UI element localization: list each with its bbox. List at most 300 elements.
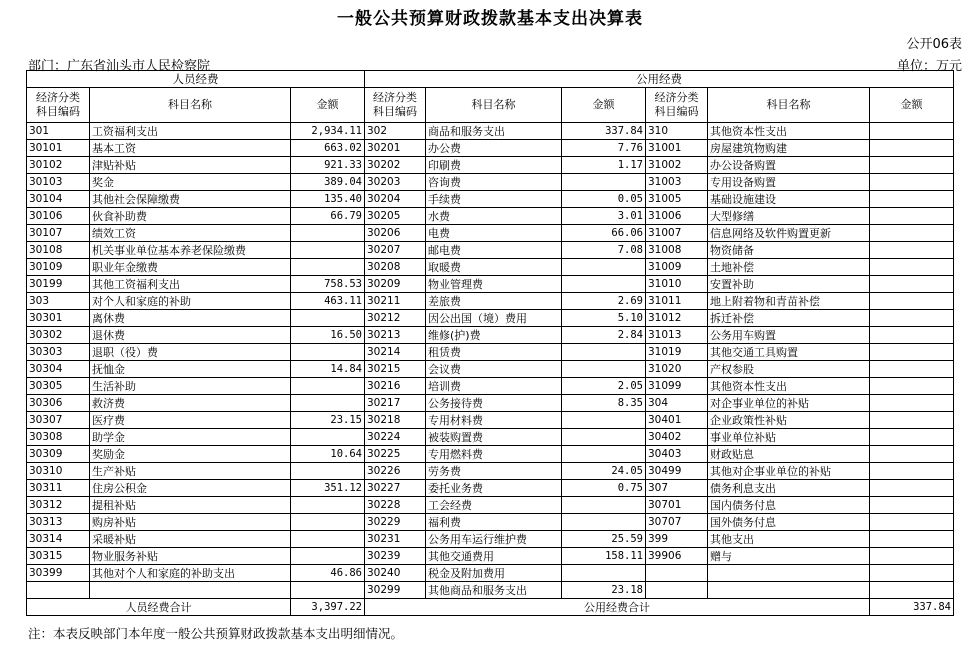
table-row [27,225,954,242]
item-code-cell: 30203 [365,174,426,191]
item-code-cell: 30231 [365,531,426,548]
item-name-cell: 咨询费 [426,174,562,191]
item-name-cell: 退职（役）费 [90,344,291,361]
table-row [27,361,954,378]
item-name-cell: 委托业务费 [426,480,562,497]
group-personnel: 人员经费 [27,71,365,88]
item-name-cell: 产权参股 [708,361,870,378]
amount-cell: 389.04 [291,174,365,191]
item-code-cell: 31006 [646,208,708,225]
item-name-cell: 国外债务付息 [708,514,870,531]
table-row [27,446,954,463]
amount-cell: 16.50 [291,327,365,344]
item-code-cell: 31005 [646,191,708,208]
item-name-cell: 其他支出 [708,531,870,548]
amount-cell: 663.02 [291,140,365,157]
amount-cell [291,310,365,327]
amount-cell: 23.15 [291,412,365,429]
table-row [27,412,954,429]
amount-cell: 24.05 [562,463,646,480]
item-code-cell: 30227 [365,480,426,497]
item-name-cell: 工会经费 [426,497,562,514]
amount-cell [870,327,954,344]
item-name-cell: 专用材料费 [426,412,562,429]
amount-cell [870,191,954,208]
amount-cell [870,242,954,259]
item-name-cell: 对个人和家庭的补助 [90,293,291,310]
item-name-cell: 邮电费 [426,242,562,259]
item-name-cell: 福利费 [426,514,562,531]
personnel-total-label: 人员经费合计 [27,599,291,616]
item-name-cell: 对企事业单位的补贴 [708,395,870,412]
amount-cell: 2,934.11 [291,123,365,140]
item-code-cell: 30309 [27,446,90,463]
amount-cell [870,344,954,361]
table-row [27,140,954,157]
item-code-cell: 31001 [646,140,708,157]
amount-cell: 23.18 [562,582,646,599]
table-row [27,548,954,565]
amount-cell [562,412,646,429]
item-name-cell: 公务用车购置 [708,327,870,344]
item-name-cell: 救济费 [90,395,291,412]
item-code-cell [646,582,708,599]
item-code-cell: 307 [646,480,708,497]
item-name-cell: 水费 [426,208,562,225]
amount-cell: 10.64 [291,446,365,463]
item-code-cell: 30403 [646,446,708,463]
item-code-cell: 30205 [365,208,426,225]
item-name-cell: 购房补贴 [90,514,291,531]
item-name-cell: 采暖补贴 [90,531,291,548]
item-code-cell: 30310 [27,463,90,480]
item-code-cell: 30218 [365,412,426,429]
item-code-cell: 303 [27,293,90,310]
item-code-cell: 30707 [646,514,708,531]
amount-cell [291,225,365,242]
department-label: 部门：广东省汕头市人民检察院 [28,59,211,74]
item-name-cell: 事业单位补贴 [708,429,870,446]
item-name-cell: 手续费 [426,191,562,208]
item-code-cell [27,582,90,599]
item-code-cell: 30109 [27,259,90,276]
item-code-cell: 30206 [365,225,426,242]
table-row [27,514,954,531]
item-code-cell: 31009 [646,259,708,276]
table-row [27,310,954,327]
item-code-cell: 30201 [365,140,426,157]
item-code-cell: 31012 [646,310,708,327]
item-code-cell: 30302 [27,327,90,344]
amount-cell [870,310,954,327]
amount-cell: 2.69 [562,293,646,310]
item-name-cell: 住房公积金 [90,480,291,497]
item-name-cell: 印刷费 [426,157,562,174]
item-code-cell: 31019 [646,344,708,361]
amount-cell [870,446,954,463]
item-name-cell: 培训费 [426,378,562,395]
amount-cell: 337.84 [562,123,646,140]
item-code-cell: 30208 [365,259,426,276]
item-name-cell: 信息网络及软件购置更新 [708,225,870,242]
item-code-cell: 30209 [365,276,426,293]
amount-cell [562,276,646,293]
item-code-cell: 304 [646,395,708,412]
amount-cell: 5.10 [562,310,646,327]
item-name-cell: 奖励金 [90,446,291,463]
column-header-row [27,88,954,123]
footnote: 注：本表反映部门本年度一般公共预算财政拨款基本支出明细情况。 [28,626,404,641]
item-name-cell: 租赁费 [426,344,562,361]
table-row [27,242,954,259]
amount-cell: 8.35 [562,395,646,412]
item-name-cell: 其他工资福利支出 [90,276,291,293]
unit-label: 单位：万元 [896,59,962,74]
total-row [27,599,954,616]
item-name-cell: 其他商品和服务支出 [426,582,562,599]
amount-cell [291,582,365,599]
item-name-cell: 专用燃料费 [426,446,562,463]
item-code-cell: 30308 [27,429,90,446]
amount-cell: 46.86 [291,565,365,582]
item-name-cell: 因公出国（境）费用 [426,310,562,327]
amount-cell [291,344,365,361]
header-name: 科目名称 [90,88,291,123]
item-name-cell: 职业年金缴费 [90,259,291,276]
amount-cell [562,174,646,191]
table-row [27,480,954,497]
item-code-cell: 31003 [646,174,708,191]
item-code-cell: 31002 [646,157,708,174]
amount-cell [291,531,365,548]
amount-cell [291,259,365,276]
item-name-cell: 基础设施建设 [708,191,870,208]
amount-cell: 0.75 [562,480,646,497]
personnel-total-value: 3,397.22 [291,599,365,616]
item-code-cell: 30312 [27,497,90,514]
amount-cell: 7.08 [562,242,646,259]
amount-cell [870,123,954,140]
amount-cell: 25.59 [562,531,646,548]
table-row [27,259,954,276]
item-code-cell [646,565,708,582]
amount-cell [562,514,646,531]
item-code-cell: 31008 [646,242,708,259]
item-name-cell: 拆迁补偿 [708,310,870,327]
item-code-cell: 30299 [365,582,426,599]
amount-cell [291,378,365,395]
item-code-cell: 30207 [365,242,426,259]
item-code-cell: 30107 [27,225,90,242]
header-name: 科目名称 [708,88,870,123]
item-code-cell: 30104 [27,191,90,208]
item-code-cell: 30199 [27,276,90,293]
item-name-cell: 财政贴息 [708,446,870,463]
amount-cell [870,412,954,429]
amount-cell [870,276,954,293]
table-row [27,293,954,310]
item-name-cell: 医疗费 [90,412,291,429]
amount-cell [870,395,954,412]
item-code-cell: 30228 [365,497,426,514]
item-code-cell: 31020 [646,361,708,378]
item-name-cell: 劳务费 [426,463,562,480]
table-row [27,378,954,395]
amount-cell: 2.84 [562,327,646,344]
item-name-cell: 赠与 [708,548,870,565]
amount-cell [291,548,365,565]
item-code-cell: 302 [365,123,426,140]
amount-cell: 7.76 [562,140,646,157]
item-code-cell: 30213 [365,327,426,344]
item-name-cell: 维修(护)费 [426,327,562,344]
amount-cell [870,582,954,599]
group-public: 公用经费 [365,71,954,88]
header-code: 经济分类 科目编码 [646,88,708,123]
item-name-cell: 专用设备购置 [708,174,870,191]
item-name-cell: 公务接待费 [426,395,562,412]
amount-cell [870,548,954,565]
item-code-cell: 30204 [365,191,426,208]
item-name-cell: 其他对企事业单位的补贴 [708,463,870,480]
item-name-cell: 其他资本性支出 [708,378,870,395]
amount-cell: 66.79 [291,208,365,225]
table-row [27,395,954,412]
item-name-cell: 提租补贴 [90,497,291,514]
item-name-cell: 其他交通工具购置 [708,344,870,361]
table-row [27,157,954,174]
item-code-cell: 30306 [27,395,90,412]
item-name-cell: 奖金 [90,174,291,191]
item-code-cell: 30402 [646,429,708,446]
amount-cell [562,446,646,463]
item-code-cell: 310 [646,123,708,140]
public-total-value: 337.84 [870,599,954,616]
item-code-cell: 30701 [646,497,708,514]
header-amount: 金额 [291,88,365,123]
item-name-cell: 被装购置费 [426,429,562,446]
item-name-cell [708,582,870,599]
item-code-cell: 30305 [27,378,90,395]
table-row [27,497,954,514]
item-name-cell: 安置补助 [708,276,870,293]
amount-cell [870,463,954,480]
table-row [27,191,954,208]
item-code-cell: 30225 [365,446,426,463]
item-code-cell: 30108 [27,242,90,259]
item-code-cell: 30211 [365,293,426,310]
item-code-cell: 30202 [365,157,426,174]
amount-cell [870,480,954,497]
item-name-cell: 基本工资 [90,140,291,157]
item-name-cell: 离休费 [90,310,291,327]
amount-cell [870,225,954,242]
item-code-cell: 30229 [365,514,426,531]
amount-cell [870,293,954,310]
amount-cell: 1.17 [562,157,646,174]
amount-cell [291,429,365,446]
item-code-cell: 30102 [27,157,90,174]
amount-cell: 14.84 [291,361,365,378]
table-row [27,429,954,446]
amount-cell [870,497,954,514]
table-row [27,276,954,293]
item-code-cell: 31011 [646,293,708,310]
amount-cell [870,565,954,582]
group-header-row [27,71,954,88]
amount-cell: 158.11 [562,548,646,565]
item-name-cell: 公务用车运行维护费 [426,531,562,548]
item-name-cell: 取暖费 [426,259,562,276]
amount-cell: 3.01 [562,208,646,225]
item-code-cell: 30215 [365,361,426,378]
item-code-cell: 30301 [27,310,90,327]
item-code-cell: 399 [646,531,708,548]
table-row [27,582,954,599]
amount-cell [870,531,954,548]
item-name-cell: 生活补助 [90,378,291,395]
amount-cell: 66.06 [562,225,646,242]
item-name-cell: 抚恤金 [90,361,291,378]
header-code: 经济分类 科目编码 [27,88,90,123]
item-name-cell: 机关事业单位基本养老保险缴费 [90,242,291,259]
amount-cell [870,429,954,446]
item-code-cell: 30313 [27,514,90,531]
item-name-cell: 房屋建筑物购建 [708,140,870,157]
item-name-cell: 企业政策性补贴 [708,412,870,429]
item-name-cell: 大型修缮 [708,208,870,225]
item-name-cell: 商品和服务支出 [426,123,562,140]
item-name-cell: 债务利息支出 [708,480,870,497]
item-name-cell: 办公设备购置 [708,157,870,174]
item-name-cell: 绩效工资 [90,225,291,242]
item-name-cell: 地上附着物和青苗补偿 [708,293,870,310]
table-row [27,327,954,344]
item-code-cell: 30216 [365,378,426,395]
item-name-cell: 会议费 [426,361,562,378]
expenditure-table [26,70,954,616]
item-code-cell: 30401 [646,412,708,429]
item-code-cell: 30103 [27,174,90,191]
amount-cell [562,497,646,514]
amount-cell [291,395,365,412]
item-code-cell: 301 [27,123,90,140]
item-code-cell: 30214 [365,344,426,361]
amount-cell: 463.11 [291,293,365,310]
item-code-cell: 30303 [27,344,90,361]
amount-cell [870,174,954,191]
item-code-cell: 30212 [365,310,426,327]
table-row [27,344,954,361]
amount-cell: 351.12 [291,480,365,497]
amount-cell: 2.05 [562,378,646,395]
item-code-cell: 30499 [646,463,708,480]
amount-cell: 135.40 [291,191,365,208]
item-code-cell: 30239 [365,548,426,565]
item-name-cell: 物资储备 [708,242,870,259]
form-number: 公开06表 [906,37,962,52]
amount-cell [291,242,365,259]
amount-cell: 758.53 [291,276,365,293]
item-code-cell: 30307 [27,412,90,429]
item-name-cell: 退休费 [90,327,291,344]
table-row [27,531,954,548]
item-name-cell: 税金及附加费用 [426,565,562,582]
amount-cell [870,361,954,378]
header-amount: 金额 [870,88,954,123]
item-name-cell: 伙食补助费 [90,208,291,225]
amount-cell [562,259,646,276]
item-code-cell: 39906 [646,548,708,565]
item-name-cell: 物业管理费 [426,276,562,293]
item-code-cell: 30314 [27,531,90,548]
amount-cell [291,514,365,531]
item-name-cell: 国内债务付息 [708,497,870,514]
item-name-cell: 其他社会保障缴费 [90,191,291,208]
amount-cell [870,208,954,225]
amount-cell: 0.05 [562,191,646,208]
item-code-cell: 31013 [646,327,708,344]
item-name-cell: 其他对个人和家庭的补助支出 [90,565,291,582]
table-row [27,565,954,582]
item-code-cell: 30315 [27,548,90,565]
item-name-cell: 其他资本性支出 [708,123,870,140]
amount-cell [562,361,646,378]
item-name-cell: 生产补贴 [90,463,291,480]
item-code-cell: 30224 [365,429,426,446]
amount-cell [291,497,365,514]
item-code-cell: 30226 [365,463,426,480]
table-row [27,208,954,225]
amount-cell [870,514,954,531]
item-code-cell: 30240 [365,565,426,582]
report-title: 一般公共预算财政拨款基本支出决算表 [337,9,643,29]
header-amount: 金额 [562,88,646,123]
item-name-cell: 其他交通费用 [426,548,562,565]
item-name-cell: 助学金 [90,429,291,446]
amount-cell [291,463,365,480]
item-code-cell: 31007 [646,225,708,242]
item-name-cell: 差旅费 [426,293,562,310]
item-name-cell: 工资福利支出 [90,123,291,140]
item-name-cell: 津贴补贴 [90,157,291,174]
amount-cell [562,429,646,446]
header-code: 经济分类 科目编码 [365,88,426,123]
item-name-cell: 电费 [426,225,562,242]
amount-cell [562,344,646,361]
item-name-cell [90,582,291,599]
item-code-cell: 31099 [646,378,708,395]
amount-cell [870,378,954,395]
item-code-cell: 31010 [646,276,708,293]
table-row [27,463,954,480]
item-name-cell: 办公费 [426,140,562,157]
item-code-cell: 30101 [27,140,90,157]
item-code-cell: 30311 [27,480,90,497]
item-code-cell: 30106 [27,208,90,225]
amount-cell [870,140,954,157]
item-name-cell [708,565,870,582]
amount-cell [562,565,646,582]
item-code-cell: 30304 [27,361,90,378]
item-name-cell: 物业服务补贴 [90,548,291,565]
amount-cell [870,157,954,174]
amount-cell: 921.33 [291,157,365,174]
public-total-label: 公用经费合计 [365,599,870,616]
item-name-cell: 土地补偿 [708,259,870,276]
table-row [27,174,954,191]
item-code-cell: 30399 [27,565,90,582]
